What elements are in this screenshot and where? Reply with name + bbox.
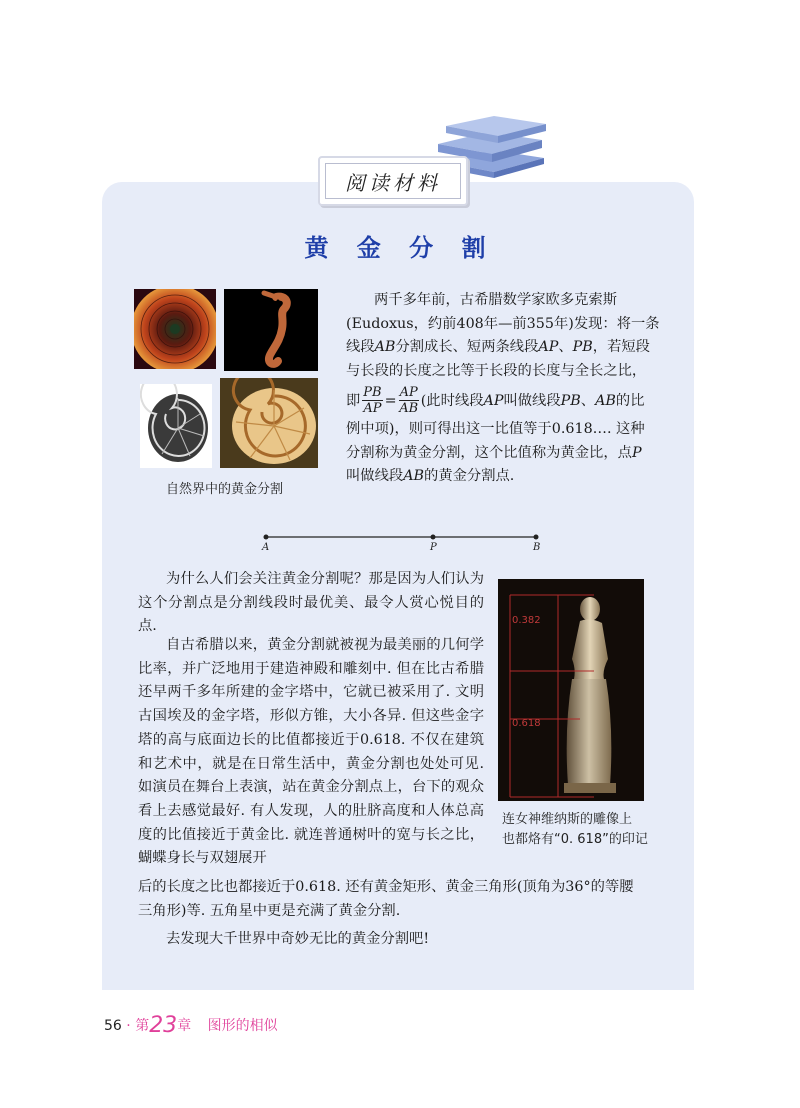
intro-line: 线段AB分割成长、短两条线段AP、PB，若短段 <box>346 339 650 356</box>
venus-statue-image <box>498 579 644 801</box>
chapter-prefix: 第 <box>135 1018 150 1034</box>
intro-line: 分割称为黄金分割，这个比值称为黄金比，点P <box>346 444 642 461</box>
chapter-suffix: 章 <box>177 1018 192 1034</box>
page-title: 黄 金 分 割 <box>304 234 496 262</box>
reading-material-text: 阅读材料 <box>325 163 461 199</box>
body-paragraph-1: 为什么人们会关注黄金分割呢？那是因为人们认为这个分割点是分割线段时最优美、最令人赏心悦目的点. <box>138 571 484 635</box>
intro-line: (Eudoxus，约前408年—前355年)发现：将一条 <box>346 315 660 332</box>
footer-separator: · <box>126 1018 131 1034</box>
statue-caption-line: 也都烙有“0. 618”的印记 <box>502 832 648 847</box>
chapter-title: 图形的相似 <box>207 1018 278 1034</box>
body-line: 三角形)等. 五角星中更是充满了黄金分割. <box>138 902 401 919</box>
intro-line: 即 $\frac{PB}{AP}$ = $\frac{AP}{AB}$ (此时线段AP叫做线段PB、AB的比 <box>346 385 645 417</box>
page-number: 56 <box>104 1018 122 1034</box>
body-paragraph-2-continued <box>138 876 668 923</box>
fraction-pb-ap: $\frac{PB}{AP}$ <box>363 385 382 417</box>
golden-section-segment <box>258 530 548 544</box>
body-paragraph-2: 自古希腊以来，黄金分割就被视为最美丽的几何学比率，并广泛地用于建造神殿和雕刻中. 但在比古希腊还早两千多年所建的金字塔中，它就已被采用了. 文明古国埃及的金字塔，形似方锥，大小各异. 但这些金字塔的高与底面边长的比值都接近于0.618. 不仅在建筑和艺术中，就是在日常生活中，黄金分割也处处可见. 如演员在舞台上表演，站在黄金分割点上，台下的观众看上去感觉最好. 有人发现，人的肚脐高度和人体总高度的比值接近于黄金比. 就连普通树叶的宽与长之比，蝴蝶身长与双翅展开 <box>138 637 484 867</box>
intro-paragraph <box>346 289 662 489</box>
ratio-mark-0618: 0.618 <box>512 718 541 729</box>
reading-material-label <box>318 156 468 206</box>
ratio-mark-0382: 0.382 <box>512 615 541 626</box>
page-footer <box>104 1013 278 1038</box>
body-line: 后的长度之比也都接近于0.618. 还有黄金矩形、黄金三角形(顶角为36°的等腰 <box>138 879 634 895</box>
nautilus-shell-image <box>220 378 318 468</box>
chapter-number: 23 <box>149 1013 178 1038</box>
body-paragraph-3: 去发现大千世界中奇妙无比的黄金分割吧! <box>166 931 430 947</box>
nature-caption: 自然界中的黄金分割 <box>166 482 284 497</box>
nautilus-xray-image <box>140 384 212 468</box>
intro-line: 与长段的长度之比等于长段的长度与全长之比， <box>346 363 647 380</box>
sunflower-image <box>134 289 216 369</box>
intro-line: 例中项)，则可得出这一比值等于0.618…. 这种 <box>346 420 645 437</box>
statue-caption-line: 连女神维纳斯的雕像上 <box>502 812 633 827</box>
point-a-label: A <box>262 542 270 553</box>
fraction-ap-ab: $\frac{AP}{AB}$ <box>399 385 419 417</box>
point-b-label: B <box>533 542 541 553</box>
seahorse-image <box>224 289 318 371</box>
intro-line: 叫做线段AB的黄金分割点. <box>346 468 515 485</box>
point-p-label: P <box>430 542 437 553</box>
statue-caption <box>502 810 648 850</box>
intro-line: 两千多年前，古希腊数学家欧多克索斯 <box>374 292 618 308</box>
